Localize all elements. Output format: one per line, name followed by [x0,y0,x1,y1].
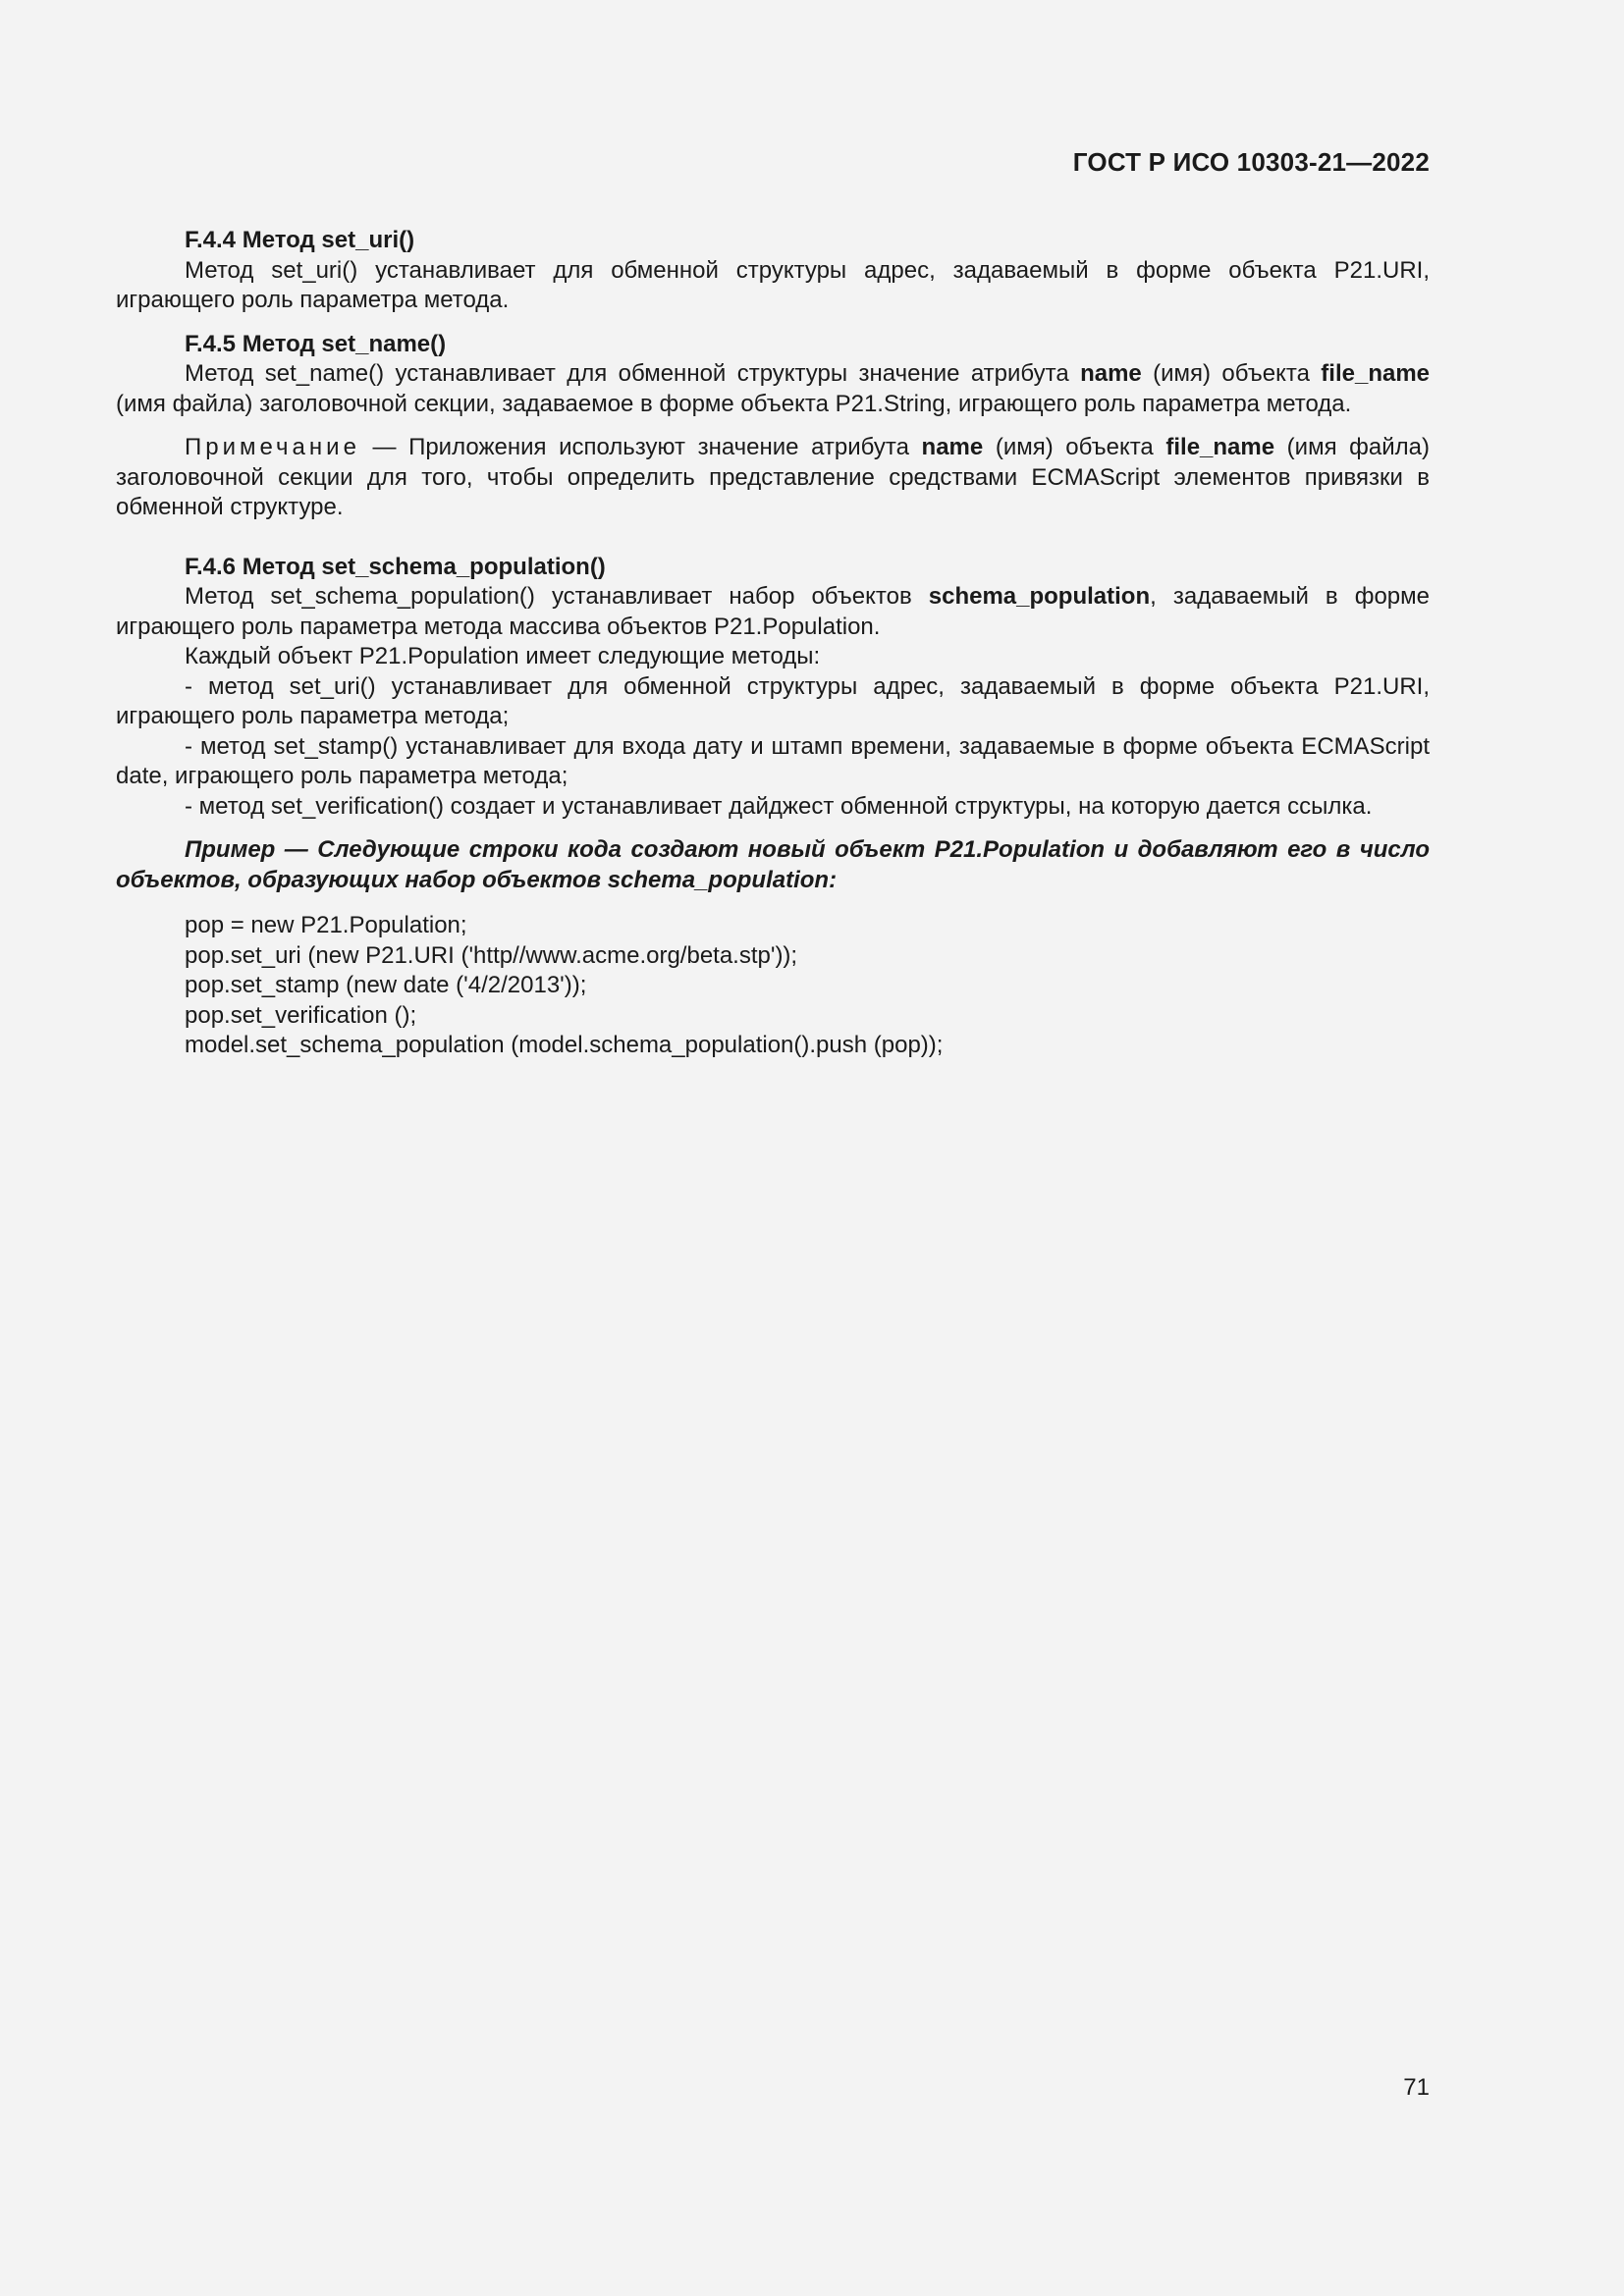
code-line: pop.set_uri (new P21.URI ('http//www.acme.org/beta.stp')); [185,941,798,969]
list-item: - метод set_uri() устанавливает для обменной структуры адрес, задаваемый в форме объекта P21.URI, играющего роль параметра метода; [116,672,1430,729]
note-label: Примечание [185,434,360,460]
code-line: pop.set_stamp (new date ('4/2/2013')); [185,972,587,998]
example-paragraph: Пример — Следующие строки кода создают новый объект P21.Population и добавляют его в число объектов, образующих набор объектов schema_population: [116,836,1430,893]
bold-term: file_name [1165,434,1275,460]
page-content [116,226,1430,1061]
section-text-f46: Метод set_schema_population() устанавливает набор объектов schema_population, задаваемый в форме играющего роль параметра метода массива объектов P21.Population. [116,583,1431,640]
note-paragraph: Примечание — Приложения используют значение атрибута name (имя) объекта file_name (имя файла) заголовочной секции для того, чтобы определить представление средствами ECMAScript элементов привязки в обменной структуре. [116,434,1430,520]
bold-term: file_name [1321,360,1431,387]
list-item: - метод set_stamp() устанавливает для входа дату и штамп времени, задаваемые в форме объекта ECMAScript date, играющего роль параметра метода; [116,732,1430,789]
section-heading-f46: F.4.6 Метод set_schema_population() [185,553,606,580]
code-line: model.set_schema_population (model.schema_population().push (pop)); [185,1032,944,1058]
section-text-f45: Метод set_name() устанавливает для обменной структуры значение атрибута name (имя) объекта file_name (имя файла) заголовочной секции, задаваемое в форме объекта P21.String, играющего роль параметра метода. [116,360,1431,417]
list-item: - метод set_verification() создает и устанавливает дайджест обменной структуры, на которую дается ссылка. [185,792,1373,820]
code-line: pop.set_verification (); [185,1001,417,1029]
methods-intro: Каждый объект P21.Population имеет следующие методы: [185,643,821,669]
standard-designation: ГОСТ Р ИСО 10303-21—2022 [1072,147,1430,177]
section-heading-f44: F.4.4 Метод set_uri() [185,227,415,253]
code-block [116,911,1430,1061]
page-number: 71 [1403,2074,1430,2101]
bold-term: name [1080,360,1142,387]
code-line: pop = new P21.Population; [185,912,467,938]
section-heading-f45: F.4.5 Метод set_name() [185,330,447,357]
bold-term: schema_population [928,583,1151,610]
section-text-f44: Метод set_uri() устанавливает для обменной структуры адрес, задаваемый в форме объекта P21.URI, играющего роль параметра метода. [116,256,1430,313]
bold-term: name [921,434,984,460]
